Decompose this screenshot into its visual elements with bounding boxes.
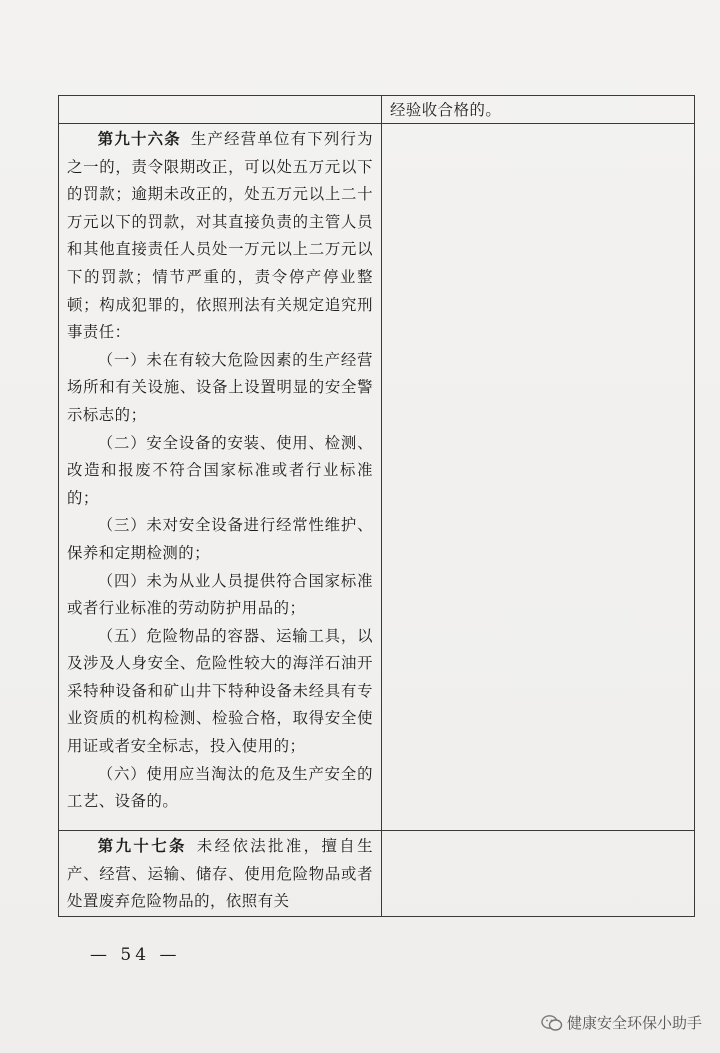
article-97-text: [67, 833, 373, 916]
article-96-item-2: （二）安全设备的安装、使用、检测、改造和报废不符合国家标准或者行业标准的；: [67, 433, 373, 507]
watermark-text: 健康安全环保小助手: [566, 1014, 702, 1032]
page-number: — 54 —: [90, 945, 181, 965]
right-cell-empty: [382, 831, 695, 917]
left-cell: [59, 96, 382, 124]
table-row: [59, 831, 695, 917]
article-97-title: 第九十七条: [97, 837, 187, 855]
right-cell-text: 经验收合格的。: [390, 101, 502, 119]
article-96-title: 第九十六条: [97, 130, 181, 148]
article-96-item-1: （一）未在有较大危险因素的生产经营场所和有关设施、设备上设置明显的安全警示标志的；: [67, 350, 373, 424]
table-row: [59, 96, 695, 124]
wechat-icon: [541, 1014, 563, 1032]
article-96-item-5: （五）危险物品的容器、运输工具，以及涉及人身安全、危险性较大的海洋石油开采特种设备和矿山井下特种设备未经具有专业资质的机构检测、检验合格，取得安全使用证或者安全标志，投入使用的；: [67, 626, 373, 756]
article-97-cell: [59, 831, 382, 917]
article-96-item-6: （六）使用应当淘汰的危及生产安全的工艺、设备的。: [67, 764, 373, 811]
table-row: [59, 124, 695, 831]
right-cell: [382, 96, 695, 124]
watermark: [541, 1012, 702, 1033]
article-96-item-4: （四）未为从业人员提供符合国家标准或者行业标准的劳动防护用品的；: [67, 571, 373, 618]
article-96-body: 生产经营单位有下列行为之一的，责令限期改正，可以处五万元以下的罚款；逾期未改正的，处五万元以上二十万元以下的罚款，对其直接负责的主管人员和其他直接责任人员处一万元以上二万元以下的罚款；情节严重的，责令停产停业整顿；构成犯罪的，依照刑法有关规定追究刑事责任：: [67, 130, 373, 342]
article-97-body: 未经依法批准，擅自生产、经营、运输、储存、使用危险物品或者处置废弃危险物品的，依照有关: [67, 837, 373, 911]
article-96-intro: [67, 126, 373, 347]
article-96-cell: [59, 124, 382, 831]
right-cell-empty: [382, 124, 695, 831]
article-96-text: [67, 126, 373, 816]
comparison-table: [58, 95, 695, 917]
article-96-item-3: （三）未对安全设备进行经常性维护、保养和定期检测的；: [67, 516, 373, 562]
